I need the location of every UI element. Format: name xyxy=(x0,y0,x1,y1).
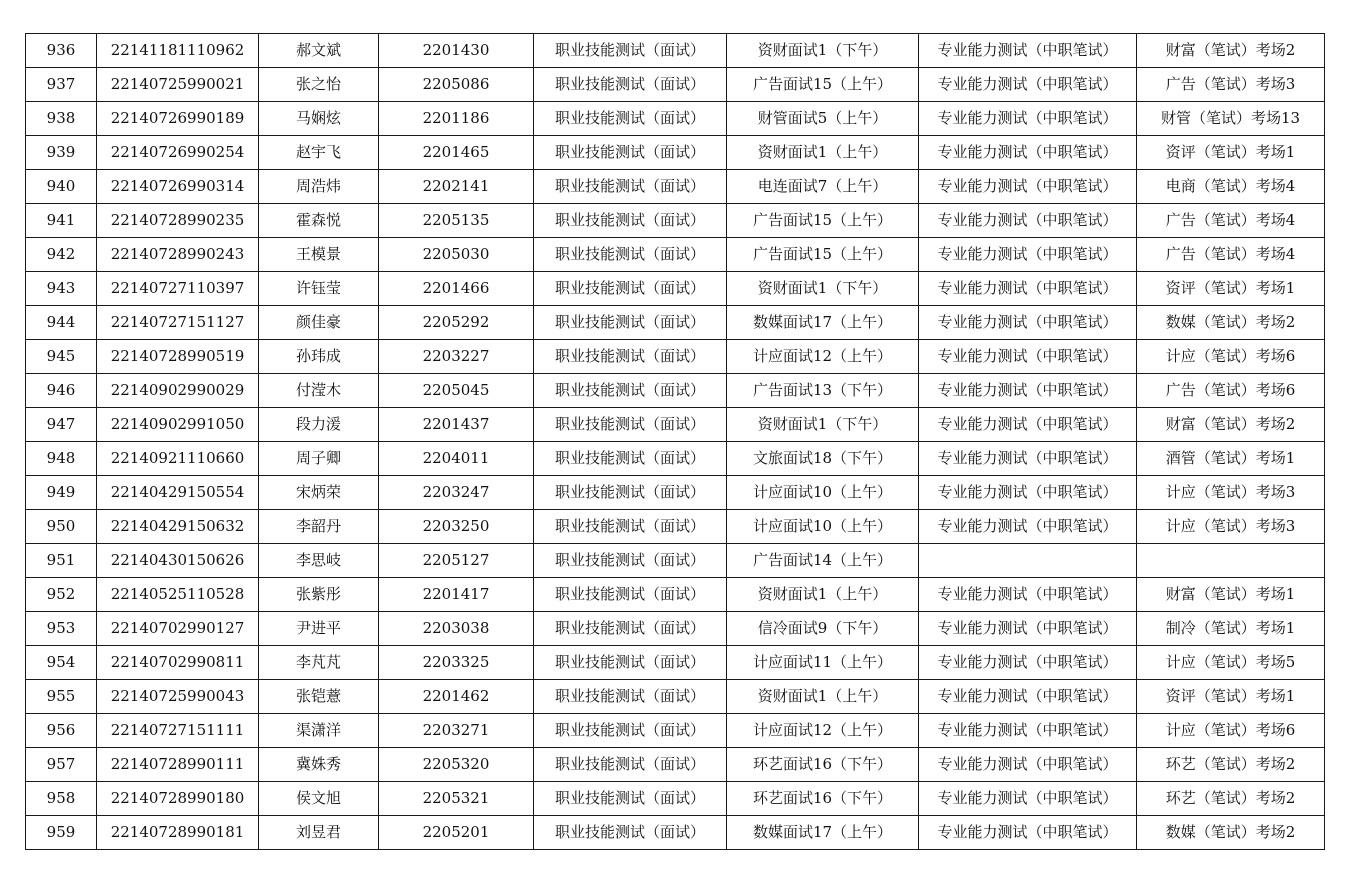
written-exam-room-cell: 财富（笔试）考场2 xyxy=(1137,408,1325,442)
candidate-id-cell: 22140429150632 xyxy=(97,510,259,544)
table-row xyxy=(26,578,1325,612)
name-cell: 张之怡 xyxy=(259,68,379,102)
interview-session-cell: 计应面试10（上午） xyxy=(727,476,919,510)
seq-cell: 953 xyxy=(26,612,97,646)
written-exam-room-cell: 资评（笔试）考场1 xyxy=(1137,272,1325,306)
name-cell: 侯文旭 xyxy=(259,782,379,816)
interview-session-cell: 数媒面试17（上午） xyxy=(727,816,919,850)
written-exam-room-cell: 广告（笔试）考场6 xyxy=(1137,374,1325,408)
second-test-cell: 专业能力测试（中职笔试） xyxy=(919,102,1137,136)
registration-number-cell: 2202141 xyxy=(379,170,534,204)
seq-cell: 937 xyxy=(26,68,97,102)
interview-session-cell: 电连面试7（上午） xyxy=(727,170,919,204)
written-exam-room-cell: 资评（笔试）考场1 xyxy=(1137,680,1325,714)
first-test-cell: 职业技能测试（面试） xyxy=(534,238,727,272)
candidate-id-cell: 22140728990519 xyxy=(97,340,259,374)
name-cell: 李思岐 xyxy=(259,544,379,578)
candidate-id-cell: 22140726990189 xyxy=(97,102,259,136)
written-exam-room-cell: 计应（笔试）考场3 xyxy=(1137,510,1325,544)
candidate-id-cell: 22140430150626 xyxy=(97,544,259,578)
registration-number-cell: 2201417 xyxy=(379,578,534,612)
seq-cell: 945 xyxy=(26,340,97,374)
interview-session-cell: 环艺面试16（下午） xyxy=(727,748,919,782)
registration-number-cell: 2205045 xyxy=(379,374,534,408)
table-row xyxy=(26,170,1325,204)
first-test-cell: 职业技能测试（面试） xyxy=(534,578,727,612)
table-body xyxy=(26,34,1325,850)
table-row xyxy=(26,646,1325,680)
seq-cell: 958 xyxy=(26,782,97,816)
name-cell: 孙玮成 xyxy=(259,340,379,374)
first-test-cell: 职业技能测试（面试） xyxy=(534,102,727,136)
second-test-cell: 专业能力测试（中职笔试） xyxy=(919,272,1137,306)
second-test-cell: 专业能力测试（中职笔试） xyxy=(919,306,1137,340)
candidate-id-cell: 22140728990111 xyxy=(97,748,259,782)
seq-cell: 950 xyxy=(26,510,97,544)
table-row xyxy=(26,272,1325,306)
written-exam-room-cell: 环艺（笔试）考场2 xyxy=(1137,782,1325,816)
written-exam-room-cell xyxy=(1137,544,1325,578)
candidate-id-cell: 22140727151111 xyxy=(97,714,259,748)
first-test-cell: 职业技能测试（面试） xyxy=(534,510,727,544)
second-test-cell: 专业能力测试（中职笔试） xyxy=(919,340,1137,374)
first-test-cell: 职业技能测试（面试） xyxy=(534,714,727,748)
registration-number-cell: 2201462 xyxy=(379,680,534,714)
seq-cell: 959 xyxy=(26,816,97,850)
interview-session-cell: 数媒面试17（上午） xyxy=(727,306,919,340)
written-exam-room-cell: 广告（笔试）考场3 xyxy=(1137,68,1325,102)
candidate-id-cell: 22140525110528 xyxy=(97,578,259,612)
first-test-cell: 职业技能测试（面试） xyxy=(534,680,727,714)
interview-session-cell: 计应面试12（上午） xyxy=(727,714,919,748)
registration-number-cell: 2205127 xyxy=(379,544,534,578)
table-row xyxy=(26,306,1325,340)
name-cell: 冀姝秀 xyxy=(259,748,379,782)
written-exam-room-cell: 数媒（笔试）考场2 xyxy=(1137,816,1325,850)
candidate-id-cell: 22140728990235 xyxy=(97,204,259,238)
seq-cell: 938 xyxy=(26,102,97,136)
name-cell: 颜佳豪 xyxy=(259,306,379,340)
table-row xyxy=(26,510,1325,544)
second-test-cell: 专业能力测试（中职笔试） xyxy=(919,748,1137,782)
written-exam-room-cell: 酒管（笔试）考场1 xyxy=(1137,442,1325,476)
seq-cell: 957 xyxy=(26,748,97,782)
name-cell: 李芃芃 xyxy=(259,646,379,680)
seq-cell: 951 xyxy=(26,544,97,578)
second-test-cell: 专业能力测试（中职笔试） xyxy=(919,374,1137,408)
candidate-id-cell: 22140902990029 xyxy=(97,374,259,408)
second-test-cell: 专业能力测试（中职笔试） xyxy=(919,204,1137,238)
registration-number-cell: 2201465 xyxy=(379,136,534,170)
first-test-cell: 职业技能测试（面试） xyxy=(534,136,727,170)
table-row xyxy=(26,68,1325,102)
written-exam-room-cell: 广告（笔试）考场4 xyxy=(1137,238,1325,272)
candidate-id-cell: 22140726990314 xyxy=(97,170,259,204)
interview-session-cell: 广告面试13（下午） xyxy=(727,374,919,408)
table-row xyxy=(26,340,1325,374)
second-test-cell: 专业能力测试（中职笔试） xyxy=(919,578,1137,612)
seq-cell: 936 xyxy=(26,34,97,68)
seq-cell: 942 xyxy=(26,238,97,272)
registration-number-cell: 2204011 xyxy=(379,442,534,476)
interview-session-cell: 计应面试10（上午） xyxy=(727,510,919,544)
table-row xyxy=(26,204,1325,238)
candidate-id-cell: 22140702990127 xyxy=(97,612,259,646)
registration-number-cell: 2203038 xyxy=(379,612,534,646)
seq-cell: 940 xyxy=(26,170,97,204)
first-test-cell: 职业技能测试（面试） xyxy=(534,340,727,374)
second-test-cell: 专业能力测试（中职笔试） xyxy=(919,476,1137,510)
candidate-id-cell: 22140902991050 xyxy=(97,408,259,442)
written-exam-room-cell: 财富（笔试）考场2 xyxy=(1137,34,1325,68)
first-test-cell: 职业技能测试（面试） xyxy=(534,68,727,102)
seq-cell: 954 xyxy=(26,646,97,680)
written-exam-room-cell: 电商（笔试）考场4 xyxy=(1137,170,1325,204)
name-cell: 付滢木 xyxy=(259,374,379,408)
first-test-cell: 职业技能测试（面试） xyxy=(534,646,727,680)
name-cell: 马娴炫 xyxy=(259,102,379,136)
second-test-cell: 专业能力测试（中职笔试） xyxy=(919,136,1137,170)
name-cell: 周浩炜 xyxy=(259,170,379,204)
seq-cell: 949 xyxy=(26,476,97,510)
first-test-cell: 职业技能测试（面试） xyxy=(534,34,727,68)
second-test-cell: 专业能力测试（中职笔试） xyxy=(919,714,1137,748)
registration-number-cell: 2201466 xyxy=(379,272,534,306)
table-row xyxy=(26,476,1325,510)
interview-session-cell: 信冷面试9（下午） xyxy=(727,612,919,646)
interview-session-cell: 资财面试1（上午） xyxy=(727,578,919,612)
second-test-cell: 专业能力测试（中职笔试） xyxy=(919,238,1137,272)
table-row xyxy=(26,238,1325,272)
registration-number-cell: 2201186 xyxy=(379,102,534,136)
first-test-cell: 职业技能测试（面试） xyxy=(534,204,727,238)
second-test-cell: 专业能力测试（中职笔试） xyxy=(919,782,1137,816)
written-exam-room-cell: 计应（笔试）考场5 xyxy=(1137,646,1325,680)
written-exam-room-cell: 财管（笔试）考场13 xyxy=(1137,102,1325,136)
table-row xyxy=(26,782,1325,816)
written-exam-room-cell: 计应（笔试）考场3 xyxy=(1137,476,1325,510)
written-exam-room-cell: 数媒（笔试）考场2 xyxy=(1137,306,1325,340)
registration-number-cell: 2203250 xyxy=(379,510,534,544)
interview-session-cell: 资财面试1（下午） xyxy=(727,272,919,306)
registration-number-cell: 2203247 xyxy=(379,476,534,510)
written-exam-room-cell: 计应（笔试）考场6 xyxy=(1137,340,1325,374)
table-row xyxy=(26,374,1325,408)
seq-cell: 955 xyxy=(26,680,97,714)
name-cell: 段力湲 xyxy=(259,408,379,442)
seq-cell: 943 xyxy=(26,272,97,306)
name-cell: 许钰莹 xyxy=(259,272,379,306)
first-test-cell: 职业技能测试（面试） xyxy=(534,544,727,578)
registration-number-cell: 2205320 xyxy=(379,748,534,782)
seq-cell: 944 xyxy=(26,306,97,340)
candidate-id-cell: 22140725990043 xyxy=(97,680,259,714)
registration-number-cell: 2205292 xyxy=(379,306,534,340)
interview-session-cell: 计应面试11（上午） xyxy=(727,646,919,680)
candidate-id-cell: 22140702990811 xyxy=(97,646,259,680)
interview-session-cell: 广告面试15（上午） xyxy=(727,204,919,238)
first-test-cell: 职业技能测试（面试） xyxy=(534,476,727,510)
second-test-cell: 专业能力测试（中职笔试） xyxy=(919,680,1137,714)
written-exam-room-cell: 环艺（笔试）考场2 xyxy=(1137,748,1325,782)
candidate-id-cell: 22140429150554 xyxy=(97,476,259,510)
name-cell: 周子卿 xyxy=(259,442,379,476)
table-row xyxy=(26,34,1325,68)
written-exam-room-cell: 广告（笔试）考场4 xyxy=(1137,204,1325,238)
written-exam-room-cell: 财富（笔试）考场1 xyxy=(1137,578,1325,612)
seq-cell: 941 xyxy=(26,204,97,238)
first-test-cell: 职业技能测试（面试） xyxy=(534,748,727,782)
seq-cell: 947 xyxy=(26,408,97,442)
registration-number-cell: 2203271 xyxy=(379,714,534,748)
table-row xyxy=(26,544,1325,578)
name-cell: 张紫彤 xyxy=(259,578,379,612)
name-cell: 宋炳荣 xyxy=(259,476,379,510)
seq-cell: 946 xyxy=(26,374,97,408)
registration-number-cell: 2205086 xyxy=(379,68,534,102)
candidate-id-cell: 22140728990181 xyxy=(97,816,259,850)
candidate-id-cell: 22140726990254 xyxy=(97,136,259,170)
second-test-cell: 专业能力测试（中职笔试） xyxy=(919,170,1137,204)
candidate-id-cell: 22140728990243 xyxy=(97,238,259,272)
table-row xyxy=(26,680,1325,714)
table-row xyxy=(26,442,1325,476)
interview-session-cell: 广告面试15（上午） xyxy=(727,68,919,102)
seq-cell: 939 xyxy=(26,136,97,170)
table-row xyxy=(26,102,1325,136)
second-test-cell: 专业能力测试（中职笔试） xyxy=(919,408,1137,442)
name-cell: 刘昱君 xyxy=(259,816,379,850)
interview-session-cell: 计应面试12（上午） xyxy=(727,340,919,374)
written-exam-room-cell: 制冷（笔试）考场1 xyxy=(1137,612,1325,646)
table-row xyxy=(26,408,1325,442)
first-test-cell: 职业技能测试（面试） xyxy=(534,816,727,850)
registration-number-cell: 2205030 xyxy=(379,238,534,272)
interview-session-cell: 财管面试5（上午） xyxy=(727,102,919,136)
second-test-cell: 专业能力测试（中职笔试） xyxy=(919,442,1137,476)
name-cell: 霍森悦 xyxy=(259,204,379,238)
second-test-cell: 专业能力测试（中职笔试） xyxy=(919,646,1137,680)
interview-session-cell: 环艺面试16（下午） xyxy=(727,782,919,816)
first-test-cell: 职业技能测试（面试） xyxy=(534,272,727,306)
first-test-cell: 职业技能测试（面试） xyxy=(534,442,727,476)
second-test-cell: 专业能力测试（中职笔试） xyxy=(919,816,1137,850)
first-test-cell: 职业技能测试（面试） xyxy=(534,374,727,408)
name-cell: 李韶丹 xyxy=(259,510,379,544)
interview-session-cell: 广告面试14（上午） xyxy=(727,544,919,578)
seq-cell: 956 xyxy=(26,714,97,748)
candidate-id-cell: 22140728990180 xyxy=(97,782,259,816)
candidate-id-cell: 22140725990021 xyxy=(97,68,259,102)
registration-number-cell: 2203227 xyxy=(379,340,534,374)
first-test-cell: 职业技能测试（面试） xyxy=(534,782,727,816)
table-row xyxy=(26,816,1325,850)
registration-number-cell: 2201430 xyxy=(379,34,534,68)
registration-number-cell: 2205201 xyxy=(379,816,534,850)
second-test-cell: 专业能力测试（中职笔试） xyxy=(919,34,1137,68)
second-test-cell xyxy=(919,544,1137,578)
table-row xyxy=(26,748,1325,782)
written-exam-room-cell: 资评（笔试）考场1 xyxy=(1137,136,1325,170)
name-cell: 尹进平 xyxy=(259,612,379,646)
name-cell: 王模景 xyxy=(259,238,379,272)
candidate-id-cell: 22141181110962 xyxy=(97,34,259,68)
table-row xyxy=(26,136,1325,170)
written-exam-room-cell: 计应（笔试）考场6 xyxy=(1137,714,1325,748)
second-test-cell: 专业能力测试（中职笔试） xyxy=(919,510,1137,544)
interview-session-cell: 资财面试1（下午） xyxy=(727,34,919,68)
interview-session-cell: 资财面试1（下午） xyxy=(727,408,919,442)
first-test-cell: 职业技能测试（面试） xyxy=(534,408,727,442)
name-cell: 郝文斌 xyxy=(259,34,379,68)
interview-session-cell: 资财面试1（上午） xyxy=(727,680,919,714)
second-test-cell: 专业能力测试（中职笔试） xyxy=(919,612,1137,646)
first-test-cell: 职业技能测试（面试） xyxy=(534,170,727,204)
candidate-id-cell: 22140727110397 xyxy=(97,272,259,306)
registration-number-cell: 2205135 xyxy=(379,204,534,238)
name-cell: 张铠薏 xyxy=(259,680,379,714)
exam-assignment-table xyxy=(25,33,1325,850)
seq-cell: 948 xyxy=(26,442,97,476)
interview-session-cell: 文旅面试18（下午） xyxy=(727,442,919,476)
registration-number-cell: 2205321 xyxy=(379,782,534,816)
table-row xyxy=(26,714,1325,748)
table-row xyxy=(26,612,1325,646)
candidate-id-cell: 22140727151127 xyxy=(97,306,259,340)
first-test-cell: 职业技能测试（面试） xyxy=(534,612,727,646)
second-test-cell: 专业能力测试（中职笔试） xyxy=(919,68,1137,102)
candidate-id-cell: 22140921110660 xyxy=(97,442,259,476)
registration-number-cell: 2201437 xyxy=(379,408,534,442)
seq-cell: 952 xyxy=(26,578,97,612)
name-cell: 赵宇飞 xyxy=(259,136,379,170)
name-cell: 渠潇洋 xyxy=(259,714,379,748)
registration-number-cell: 2203325 xyxy=(379,646,534,680)
interview-session-cell: 资财面试1（上午） xyxy=(727,136,919,170)
interview-session-cell: 广告面试15（上午） xyxy=(727,238,919,272)
first-test-cell: 职业技能测试（面试） xyxy=(534,306,727,340)
